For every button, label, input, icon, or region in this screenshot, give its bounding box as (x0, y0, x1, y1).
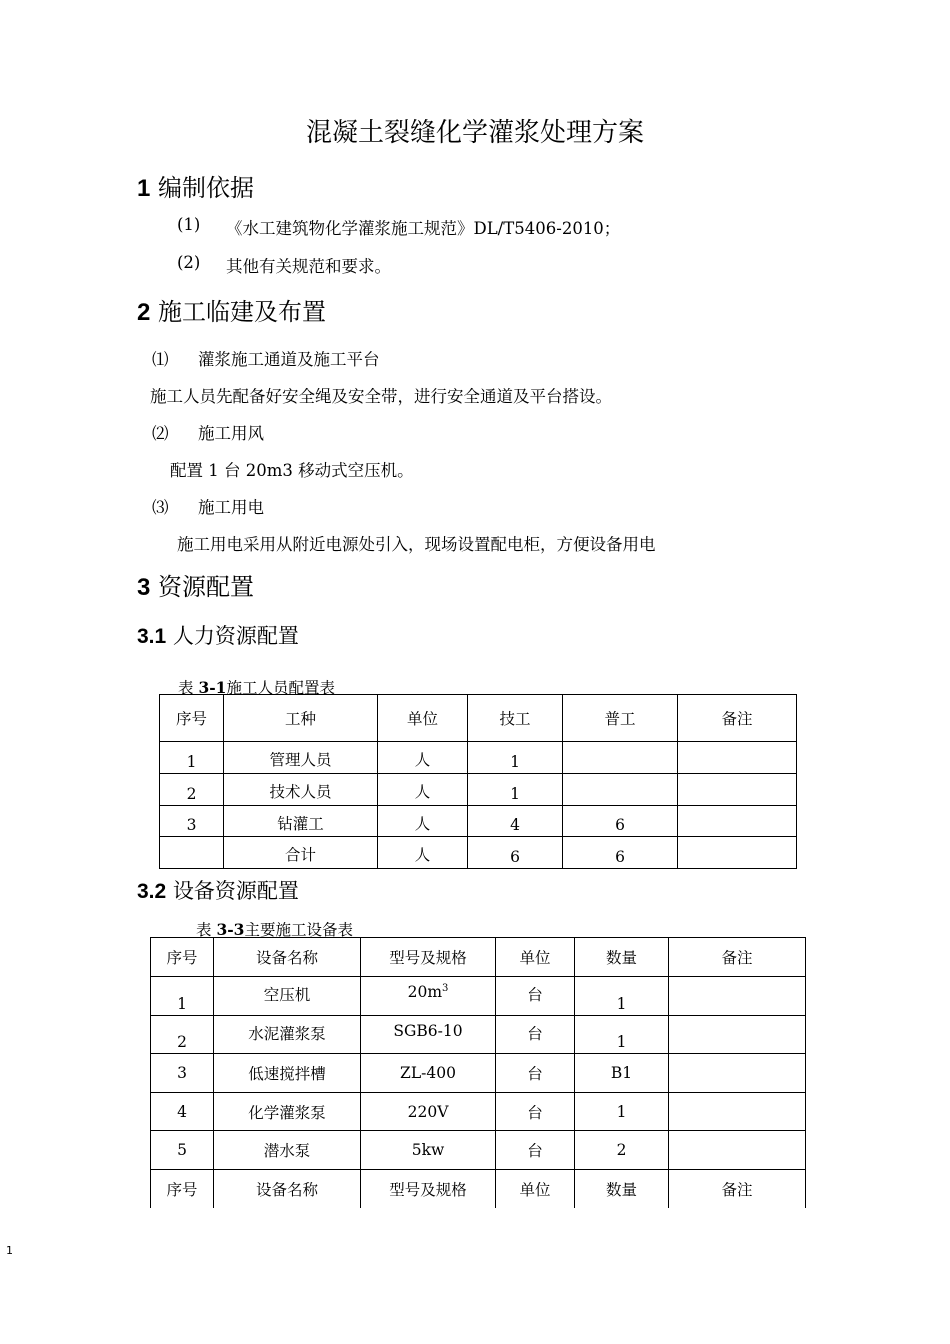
table-cell: 低速搅拌槽 (214, 1054, 361, 1093)
table-cell: 台 (496, 1054, 575, 1093)
s2-item-1-number: ⑴ (152, 350, 169, 369)
table-cell: 人 (378, 806, 468, 837)
table-cell (563, 774, 678, 806)
table-row (151, 1054, 806, 1093)
table-1-caption-text: 施工人员配置表 (226, 679, 335, 697)
table-header-cell: 序号 (151, 938, 214, 977)
table-cell (678, 774, 797, 806)
table-cell: 5kw (361, 1131, 496, 1170)
table-cell: 水泥灌浆泵 (214, 1016, 361, 1054)
document-title: 混凝土裂缝化学灌浆处理方案 (305, 118, 644, 148)
table-cell: 潜水泵 (214, 1131, 361, 1170)
unit-value: 20m (407, 983, 443, 1002)
table-cell: 1 (151, 977, 214, 1016)
table-header-cell: 工种 (224, 695, 378, 742)
s2-item-3-body: 施工用电采用从附近电源处引入，现场设置配电柜，方便设备用电 (177, 535, 656, 554)
page-number: 1 (6, 1244, 13, 1257)
table-cell (669, 1016, 806, 1054)
table-header-cell: 设备名称 (214, 938, 361, 977)
table-cell (361, 977, 496, 1016)
section-2-title: 施工临建及布置 (158, 298, 326, 326)
table-row (151, 1093, 806, 1131)
table-header-row (160, 695, 797, 742)
table-cell: 台 (496, 1093, 575, 1131)
staff-table (159, 694, 797, 869)
section-3-1-title: 人力资源配置 (172, 624, 299, 648)
table-cell: 2 (575, 1131, 669, 1170)
table-header-cell: 单位 (378, 695, 468, 742)
table-cell: 人 (378, 742, 468, 774)
table-header-cell: 序号 (160, 695, 224, 742)
s2-item-3-number: ⑶ (152, 498, 169, 517)
section-3-2-heading (137, 875, 299, 905)
table-cell (563, 742, 678, 774)
table-header-cell: 型号及规格 (361, 938, 496, 977)
table-cell: 220V (361, 1093, 496, 1131)
table-cell: 空压机 (214, 977, 361, 1016)
s2-item-1-body: 施工人员先配备好安全绳及安全带，进行安全通道及平台搭设。 (150, 387, 612, 406)
section-3-1-number: 3.1 (137, 625, 167, 648)
table-cell (678, 806, 797, 837)
table-header-cell: 序号 (151, 1170, 214, 1208)
table-cell (669, 1131, 806, 1170)
table-cell: 1 (575, 977, 669, 1016)
superscript: 3 (442, 983, 449, 994)
equipment-table (150, 937, 806, 1208)
table-row (160, 774, 797, 806)
table-cell: 人 (378, 774, 468, 806)
table-row (151, 977, 806, 1016)
s2-item-2-text: 施工用风 (198, 424, 264, 443)
table-cell: 6 (563, 837, 678, 869)
section-2-heading (137, 292, 326, 327)
s2-item-1-text: 灌浆施工通道及施工平台 (198, 350, 380, 369)
table-2-caption-text: 主要施工设备表 (244, 921, 353, 939)
table-cell: 化学灌浆泵 (214, 1093, 361, 1131)
table-repeat-header-row (151, 1170, 806, 1208)
table-cell: 6 (468, 837, 563, 869)
table-cell: 1 (575, 1016, 669, 1054)
s1-item-1-text: 《水工建筑物化学灌浆施工规范》DL/T5406-2010； (226, 219, 621, 238)
table-row (151, 1016, 806, 1054)
table-row (151, 1131, 806, 1170)
section-3-2-title: 设备资源配置 (172, 879, 299, 903)
table-header-cell: 备注 (678, 695, 797, 742)
table-cell: 合计 (224, 837, 378, 869)
table-cell: 6 (563, 806, 678, 837)
s1-item-2-text: 其他有关规范和要求。 (226, 257, 391, 276)
table-cell: 2 (160, 774, 224, 806)
table-cell: 3 (160, 806, 224, 837)
table-1-caption-id: 3-1 (198, 678, 227, 697)
table-cell: 台 (496, 977, 575, 1016)
table-cell: 1 (575, 1093, 669, 1131)
table-header-cell: 型号及规格 (361, 1170, 496, 1208)
table-cell: 人 (378, 837, 468, 869)
table-header-cell: 设备名称 (214, 1170, 361, 1208)
table-cell: 2 (151, 1016, 214, 1054)
table-cell: 5 (151, 1131, 214, 1170)
section-3-number: 3 (137, 574, 151, 601)
table-header-row (151, 938, 806, 977)
table-cell (669, 1093, 806, 1131)
section-1-number: 1 (137, 175, 151, 202)
table-header-cell: 技工 (468, 695, 563, 742)
table-cell: SGB6-10 (361, 1016, 496, 1054)
table-cell: 台 (496, 1016, 575, 1054)
table-cell: 技术人员 (224, 774, 378, 806)
table-cell: 1 (160, 742, 224, 774)
table-cell: 3 (151, 1054, 214, 1093)
table-cell (160, 837, 224, 869)
s1-item-1-number: (1) (177, 215, 201, 234)
table-row (160, 837, 797, 869)
section-3-title: 资源配置 (158, 573, 254, 601)
table-header-cell: 数量 (575, 938, 669, 977)
section-3-2-number: 3.2 (137, 880, 167, 903)
table-cell: 1 (468, 774, 563, 806)
table-cell: 4 (468, 806, 563, 837)
section-3-heading (137, 567, 254, 602)
table-cell (678, 742, 797, 774)
table-header-cell: 普工 (563, 695, 678, 742)
table-1-caption-prefix: 表 (178, 679, 199, 697)
table-row (160, 742, 797, 774)
section-1-title: 编制依据 (158, 174, 254, 202)
table-cell (678, 837, 797, 869)
table-row (160, 806, 797, 837)
s2-item-2-body: 配置 1 台 20m3 移动式空压机。 (170, 461, 414, 480)
table-cell: 1 (468, 742, 563, 774)
section-3-1-heading (137, 620, 299, 650)
s1-item-2-number: (2) (177, 253, 201, 272)
table-cell (669, 977, 806, 1016)
table-header-cell: 备注 (669, 1170, 806, 1208)
table-cell (669, 1054, 806, 1093)
section-1-heading (137, 168, 254, 203)
table-cell: 4 (151, 1093, 214, 1131)
table-2-caption-prefix: 表 (196, 921, 217, 939)
s2-item-2-number: ⑵ (152, 424, 169, 443)
table-header-cell: 单位 (496, 1170, 575, 1208)
table-cell: B1 (575, 1054, 669, 1093)
section-2-number: 2 (137, 299, 151, 326)
table-header-cell: 备注 (669, 938, 806, 977)
table-cell: ZL-400 (361, 1054, 496, 1093)
table-2-caption-id: 3-3 (216, 920, 245, 939)
s2-item-3-text: 施工用电 (198, 498, 264, 517)
table-cell: 管理人员 (224, 742, 378, 774)
table-cell: 钻灌工 (224, 806, 378, 837)
table-header-cell: 数量 (575, 1170, 669, 1208)
table-header-cell: 单位 (496, 938, 575, 977)
table-cell: 台 (496, 1131, 575, 1170)
